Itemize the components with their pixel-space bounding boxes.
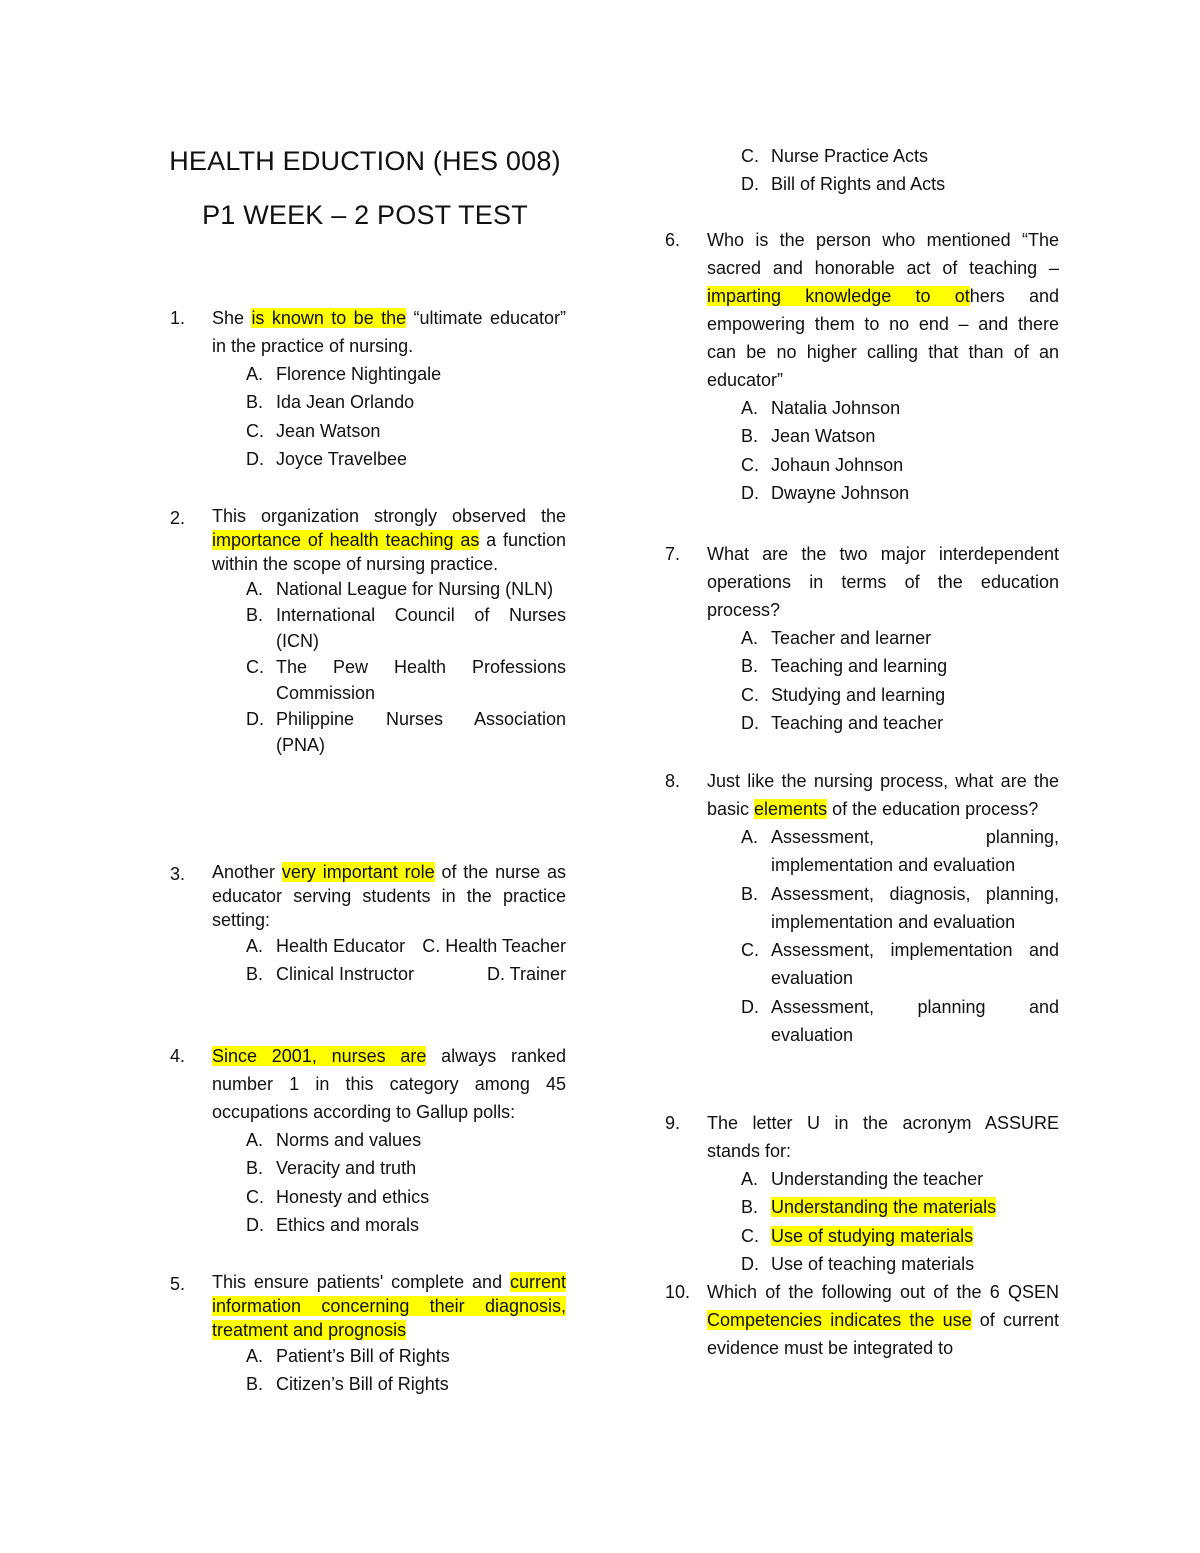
option-text: Bill of Rights and Acts [771,174,946,195]
stem-text: She [212,308,252,328]
option-c[interactable] [246,1183,566,1211]
option-text: Use of studying materials [771,1225,974,1246]
option-letter: C. [246,1186,264,1207]
option-text: Natalia Johnson [771,398,901,418]
stem-text: always ranked number 1 in this category among 45 occupations according to Gallup polls: [212,1046,566,1122]
option-b[interactable] [246,960,566,988]
options-list [246,1342,566,1399]
option-letter: A. [246,1346,264,1366]
options-list [246,1126,566,1239]
question-number: 1. [170,308,186,328]
option-letter: B. [741,426,759,447]
option-b[interactable] [741,652,1059,680]
question-number: 5. [170,1274,186,1294]
options-list [246,576,566,758]
question-9 [665,1109,1059,1278]
option-b[interactable] [741,1193,1059,1221]
stem-text: of the education process? [827,799,1039,819]
options-list [741,394,1059,507]
option-letter: A. [246,579,264,599]
question-stem [707,1278,1059,1362]
option-letter: D. [741,482,759,503]
option-letter: A. [246,1130,264,1150]
option-b[interactable] [246,1370,566,1398]
option-b[interactable] [246,388,566,416]
option-letter: B. [741,656,759,677]
option-letter: D. [741,1253,759,1274]
stem-text: “ultimate educator” in the practice of nursing. [212,308,567,356]
option-letter: D. [741,712,759,733]
question-stem [707,540,1059,624]
option-letter: D. [246,1214,264,1235]
option-text: Teacher and learner [771,628,932,648]
option-letter: B. [246,1158,264,1179]
option-letter: D. [246,709,264,729]
option-text: Patient’s Bill of Rights [276,1346,450,1366]
option-c[interactable] [246,654,566,706]
question-number: 8. [665,771,681,791]
question-number: 9. [665,1113,681,1133]
option-text: Trainer [509,964,566,985]
question-stem [707,767,1059,823]
option-text: National League for Nursing (NLN) [276,579,554,599]
option-text: Johaun Johnson [771,454,904,475]
highlighted-text: is known to be the [251,308,407,328]
option-b[interactable] [246,1154,566,1182]
option-a[interactable] [741,394,1059,422]
stem-text: of current evidence must be integrated to [707,1310,1059,1358]
option-pair [276,932,566,960]
options-list [246,932,566,989]
question-number: 6. [665,230,681,250]
question-6 [665,226,1059,507]
option-d[interactable] [246,445,566,473]
document-title: HEALTH EDUCTION (HES 008) [169,146,561,176]
option-a[interactable] [741,823,1059,880]
option-text: Dwayne Johnson [771,482,910,503]
option-text: Studying and learning [771,684,946,705]
option-b[interactable] [741,880,1059,937]
question-number: 3. [170,864,186,884]
option-letter: D. [246,448,264,469]
option-text: International Council of Nurses (ICN) [276,605,566,651]
option-text: Jean Watson [771,426,876,447]
option-letter: D. [741,996,759,1017]
option-a[interactable] [741,1165,1059,1193]
option-letter: A. [741,1169,759,1189]
question-5-continued [665,142,1059,199]
option-text: Jean Watson [276,420,381,441]
option-text: Health Teacher [445,936,566,956]
option-a[interactable] [741,624,1059,652]
options-list [741,823,1059,1049]
option-d[interactable] [741,993,1059,1050]
question-number: 2. [170,508,186,528]
option-letter: C. [246,657,264,677]
document-subtitle: P1 WEEK – 2 POST TEST [202,200,528,230]
stem-text: The letter U in the acronym ASSURE stands for: [707,1113,1059,1161]
question-10 [665,1278,1059,1362]
question-7 [665,540,1059,737]
option-letter: C. [741,1225,759,1246]
option-d[interactable] [741,170,1059,198]
highlighted-text: elements [754,799,828,819]
highlighted-text: imparting knowledge to ot [707,286,970,306]
question-stem [212,304,566,360]
option-c[interactable] [741,142,1059,170]
option-c[interactable] [246,417,566,445]
stem-text: This ensure patients' complete and [212,1272,510,1292]
option-letter: B. [246,1374,264,1395]
option-d[interactable] [246,1211,566,1239]
question-8 [665,767,1059,1049]
option-text: Assessment, diagnosis, planning, implementation and evaluation [771,883,1059,932]
question-number: 4. [170,1046,186,1066]
option-a[interactable] [246,1126,566,1154]
options-list [741,624,1059,737]
stem-text: Another [212,862,282,882]
option-letter: B. [741,883,759,904]
question-1 [170,304,566,473]
option-b[interactable] [246,602,566,654]
option-letter: A. [741,827,759,847]
option-letter: B. [741,1197,759,1218]
highlighted-text: importance of health teaching as [212,530,480,550]
option-d[interactable] [741,479,1059,507]
option-letter: C. [741,684,759,705]
stem-text: Who is the person who mentioned “The sacred and honorable act of teaching – [707,230,1059,278]
highlighted-text: current information concerning their diagnosis, treatment and prognosis [212,1272,566,1340]
question-stem [212,860,566,932]
option-letter: C. [741,940,759,961]
option-text: Health Educator [276,936,406,956]
options-list [741,1165,1059,1278]
option-text: Veracity and truth [276,1158,417,1179]
option-d[interactable] [246,706,566,758]
option-letter: B. [246,964,264,985]
option-text: Teaching and learning [771,656,948,677]
option-d[interactable] [741,709,1059,737]
option-text: Ida Jean Orlando [276,392,415,413]
stem-text: Which of the following out of the 6 QSEN [707,1282,1059,1302]
stem-text: hers and empowering them to no end – and there can be no higher calling that than of an educator” [707,286,1059,390]
question-4 [170,1042,566,1239]
stem-text: Just like the nursing process, what are the basic [707,771,1059,819]
option-text: Citizen’s Bill of Rights [276,1374,449,1395]
option-letter: C. [741,454,759,475]
option-letter: C. [246,420,264,441]
option-letter: A. [246,936,264,956]
question-stem [212,504,566,576]
question-stem [707,226,1059,394]
highlighted-text: Competencies indicates the use [707,1310,972,1330]
question-2 [170,504,566,758]
option-text: Assessment, planning and evaluation [771,996,1059,1046]
option-group [487,960,566,988]
option-text: Ethics and morals [276,1214,420,1235]
option-letter: C. [741,146,759,166]
option-letter: A. [246,364,264,384]
option-text: Assessment, implementation and evaluation [771,940,1059,989]
option-c[interactable] [741,451,1059,479]
option-a[interactable] [246,360,566,388]
option-letter: B. [246,392,264,413]
question-stem [212,1042,566,1126]
option-pair [276,960,566,988]
stem-text: What are the two major interdependent operations in terms of the education process? [707,544,1059,620]
option-a[interactable] [246,1342,566,1370]
options-list [741,142,1059,199]
option-text: Honesty and ethics [276,1186,430,1207]
question-3 [170,860,566,989]
option-c[interactable] [741,1222,1059,1250]
option-a[interactable] [246,576,566,602]
stem-text: This organization strongly observed the [212,506,566,526]
option-text: Philippine Nurses Association (PNA) [276,709,566,755]
question-stem [707,1109,1059,1165]
options-list [246,360,566,473]
option-a[interactable] [246,932,566,960]
question-number: 7. [665,544,681,564]
question-number: 10. [665,1282,691,1302]
highlighted-text: Since 2001, nurses are [212,1046,427,1066]
question-stem [212,1270,566,1342]
option-text: Assessment, planning, implementation and evaluation [771,827,1059,876]
option-letter: C. [422,936,441,956]
option-letter: D. [741,174,759,195]
option-text: Understanding the teacher [771,1169,984,1189]
option-text: Understanding the materials [771,1197,997,1218]
stem-text: a function within the scope of nursing practice. [212,530,566,574]
option-text: Norms and values [276,1130,422,1150]
stem-text: of the nurse as educator serving students in the practice setting: [212,862,567,930]
highlighted-text: very important role [281,862,435,882]
option-text: Use of teaching materials [771,1253,975,1274]
option-text: Clinical Instructor [276,964,415,985]
option-letter: A. [741,398,759,418]
option-c[interactable] [741,681,1059,709]
question-5 [170,1270,566,1399]
option-text: The Pew Health Professions Commission [276,657,566,703]
option-text: Florence Nightingale [276,364,442,384]
option-text: Joyce Travelbee [276,448,408,469]
option-group [422,932,566,960]
option-c[interactable] [741,936,1059,993]
option-letter: A. [741,628,759,648]
option-b[interactable] [741,422,1059,450]
option-d[interactable] [741,1250,1059,1278]
option-text: Nurse Practice Acts [771,146,929,166]
option-letter: B. [246,605,264,625]
option-letter: D. [486,964,505,985]
option-text: Teaching and teacher [771,712,944,733]
